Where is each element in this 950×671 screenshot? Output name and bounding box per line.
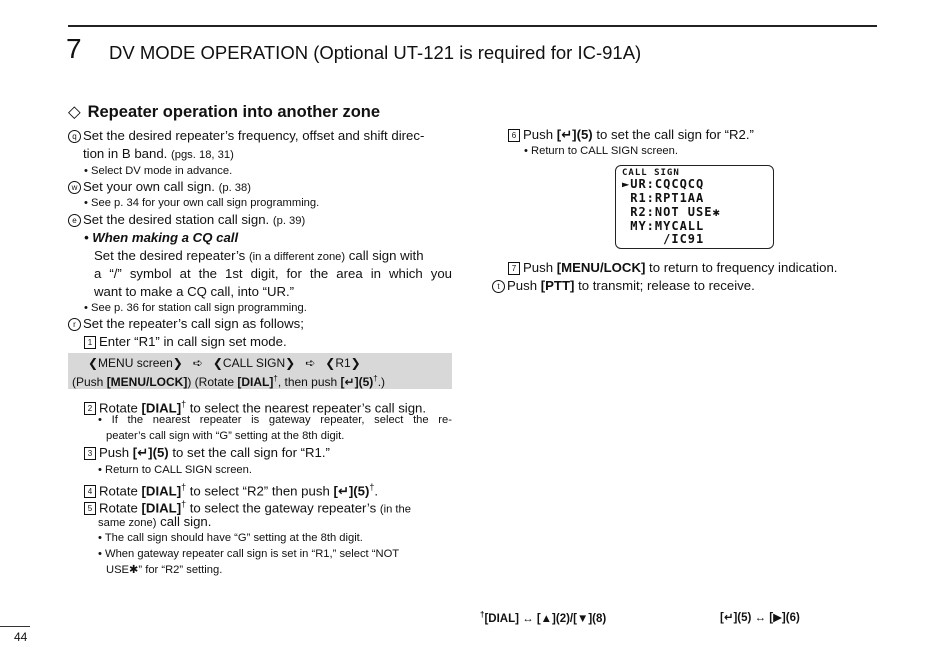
step-2-note: • See p. 34 for your own call sign programming. (84, 197, 320, 209)
substep-2-dagger: † (181, 399, 187, 409)
substep-5-note-3: USE✱” for “R2” setting. (106, 564, 223, 576)
substep-5-dagger: † (181, 499, 187, 509)
substep-2-note-1: • If the nearest repeater is gateway repeater, select the re- (98, 414, 452, 426)
substep-5-e: (in the (379, 503, 411, 516)
lcd-my: MY:MYCALL (622, 219, 705, 233)
substep-5-number: 5 (84, 502, 96, 515)
substep-4-dagger-1: † (181, 482, 187, 492)
step-1-text: Set the desired repeater’s frequency, offset and shift direc- (83, 128, 425, 143)
box-rotate: ) (Rotate (187, 375, 238, 389)
step-5-c: to transmit; release to receive. (574, 278, 755, 293)
box-then-push: , then push (277, 375, 341, 389)
substep-7-c: to return to frequency indication. (645, 260, 838, 275)
step-4-number: r (68, 318, 81, 331)
cq-para-2: a “/” symbol at the 1st digit, for the area in which you (94, 266, 452, 281)
substep-7-a: Push (523, 260, 557, 275)
footer-key-legend: [↵](5) ↔ [▶](6) (720, 612, 800, 624)
step-2-number: w (68, 181, 81, 194)
substep-3 (84, 444, 330, 462)
step-5-a: Push (507, 278, 541, 293)
step-5 (492, 277, 755, 295)
box-menu-lock: [MENU/LOCK] (106, 375, 188, 389)
substep-3-c: to set the call sign for “R1.” (168, 445, 330, 460)
substep-7-number: 7 (508, 262, 520, 275)
diamond-icon: ◇ (68, 103, 81, 121)
lcd-r2: R2:NOT USE✱ (622, 205, 721, 219)
section-title-text: Repeater operation into another zone (87, 103, 381, 121)
footer-dial-legend (480, 610, 606, 625)
cq-para-1c: call sign with (348, 248, 424, 263)
chapter-title: DV MODE OPERATION (Optional UT-121 is required for IC-91A) (109, 42, 642, 63)
substep-6-key: [↵](5) (556, 127, 593, 142)
substep-4-dial: [DIAL] (141, 483, 182, 499)
chapter-number: 7 (66, 33, 82, 64)
substep-1-number: 1 (84, 336, 96, 349)
substep-5-l2a: same zone) (98, 517, 157, 529)
lcd-r1: R1:RPT1AA (622, 191, 705, 205)
substep-2-note-2: peater’s call sign with “G” setting at the 8th digit. (106, 430, 345, 442)
substep-1-text: Enter “R1” in call sign set mode. (99, 334, 287, 349)
substep-5-note-1: • The call sign should have “G” setting at the 8th digit. (98, 532, 363, 544)
cq-para-1a: Set the desired repeater’s (94, 248, 246, 263)
substep-3-note: • Return to CALL SIGN screen. (98, 464, 252, 476)
substep-5-note-2: • When gateway repeater call sign is set in “R1,” select “NOT (98, 548, 400, 560)
substep-4-a: Rotate (99, 483, 142, 499)
page-number-rule (0, 626, 30, 627)
step-1-ref: (pgs. 18, 31) (171, 149, 234, 161)
cq-para-3: want to make a CQ call, into “UR.” (94, 284, 295, 299)
substep-4-key: [↵](5) (333, 483, 370, 499)
substep-5-l2b: call sign. (156, 514, 212, 529)
menu-path: ❮MENU screen❯ ➪ ❮CALL SIGN❯ ➪ ❮R1❯ (88, 356, 361, 370)
lcd-title: CALL SIGN (622, 168, 680, 178)
substep-6-c: to set the call sign for “R2.” (592, 127, 754, 142)
step-1-note: • Select DV mode in advance. (84, 165, 233, 177)
step-3-number: e (68, 214, 81, 227)
substep-3-a: Push (99, 445, 133, 460)
step-5-number: t (492, 280, 505, 293)
footer-dial-text: [DIAL] ↔ [▲](2)/[▼](8) (484, 612, 607, 625)
substep-5-dial: [DIAL] (141, 500, 182, 516)
footer-dagger: † (480, 610, 485, 619)
substep-4-dagger-2: † (369, 482, 375, 492)
substep-6-note: • Return to CALL SIGN screen. (524, 145, 678, 157)
substep-4-number: 4 (84, 485, 96, 498)
substep-5-a: Rotate (99, 500, 142, 516)
box-enter-key: [↵](5) (340, 375, 374, 389)
lcd-display (615, 165, 774, 249)
substep-3-key: [↵](5) (132, 445, 169, 460)
cq-para-1b: (in a different zone) (248, 251, 346, 263)
substep-5-d: to select the gateway repeater’s (186, 500, 380, 516)
box-push: (Push (72, 375, 107, 389)
step-2-ref: (p. 38) (218, 182, 251, 194)
substep-6 (508, 126, 754, 144)
step-4-text: Set the repeater’s call sign as follows; (83, 316, 304, 331)
page-number: 44 (14, 630, 28, 644)
step-1-number: q (68, 130, 81, 143)
cq-call-subheading: • When making a CQ call (84, 230, 239, 245)
step-1-text-2: tion in B band. (83, 146, 168, 161)
right-column (497, 0, 888, 600)
substep-2-d: to select the nearest repeater’s call sign. (186, 400, 427, 416)
substep-2-number: 2 (84, 402, 96, 415)
left-column-lower (68, 0, 453, 600)
step-2-text: Set your own call sign. (83, 179, 215, 194)
box-close: .) (377, 375, 386, 389)
substep-4-g: . (374, 483, 379, 499)
box-dial: [DIAL] (237, 375, 274, 389)
substep-6-number: 6 (508, 129, 520, 142)
substep-2-a: Rotate (99, 400, 142, 416)
substep-6-a: Push (523, 127, 557, 142)
substep-7 (508, 259, 837, 277)
substep-4-d: to select “R2” then push (186, 483, 334, 499)
box-dagger-2: † (373, 374, 378, 383)
step-3-text: Set the desired station call sign. (83, 212, 270, 227)
step-3-ref: (p. 39) (272, 215, 306, 227)
step-5-key: [PTT] (540, 278, 575, 293)
substep-3-number: 3 (84, 447, 96, 460)
box-dagger-1: † (273, 374, 278, 383)
lcd-my-suffix: /IC91 (622, 232, 705, 246)
step-3-note: • See p. 36 for station call sign programming. (84, 302, 307, 314)
lcd-ur: ►UR:CQCQCQ (622, 177, 705, 191)
substep-2-dial: [DIAL] (141, 400, 182, 416)
substep-7-key: [MENU/LOCK] (556, 260, 646, 275)
